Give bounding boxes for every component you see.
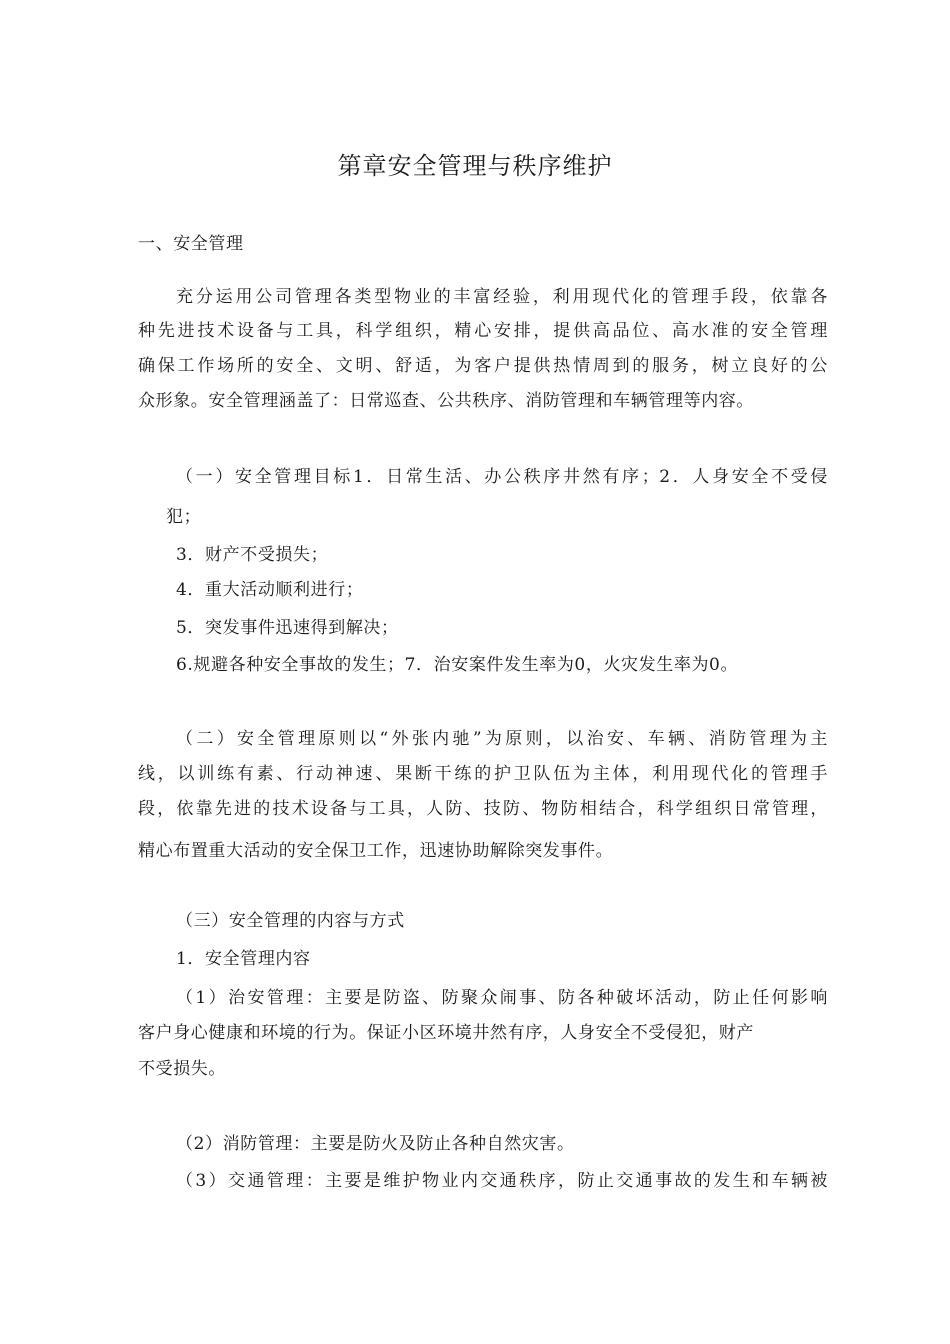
- goals-line-2: 犯；: [166, 507, 202, 527]
- content-subheading: 1．安全管理内容: [176, 949, 311, 969]
- principles-line-4: 精心布置重大活动的安全保卫工作，迅速协助解除突发事件。: [138, 841, 614, 861]
- intro-line-3: 确保工作场所的安全、文明、舒适，为客户提供热情周到的服务，树立良好的公: [138, 356, 828, 376]
- goals-line-1: （一）安全管理目标1．日常生活、办公秩序井然有序；2．人身安全不受侵: [176, 467, 828, 487]
- principles-line-1: （二）安全管理原则以“外张内驰”为原则，以治安、车辆、消防管理为主: [176, 729, 828, 749]
- goals-item-3: 3．财产不受损失；: [176, 545, 329, 565]
- goals-item-4: 4．重大活动顺利进行；: [176, 580, 364, 600]
- section-heading: 一、安全管理: [138, 234, 244, 254]
- principles-line-2: 线，以训练有素、行动神速、果断干练的护卫队伍为主体，利用现代化的管理手: [138, 764, 828, 784]
- fire-management: （2）消防管理：主要是防火及防止各种自然灾害。: [176, 1134, 575, 1154]
- public-security-line-1: （1）治安管理：主要是防盗、防聚众闹事、防各种破坏活动，防止任何影响: [176, 988, 828, 1008]
- traffic-management: （3）交通管理：主要是维护物业内交通秩序，防止交通事故的发生和车辆被: [176, 1171, 828, 1191]
- intro-line-4: 众形象。安全管理涵盖了：日常巡查、公共秩序、消防管理和车辆管理等内容。: [138, 391, 754, 411]
- principles-line-3: 段，依靠先进的技术设备与工具，人防、技防、物防相结合，科学组织日常管理，: [138, 799, 828, 819]
- intro-line-1: 充分运用公司管理各类型物业的丰富经验，利用现代化的管理手段，依靠各: [176, 287, 828, 307]
- intro-line-2: 种先进技术设备与工具，科学组织，精心安排，提供高品位、高水准的安全管理: [138, 321, 828, 341]
- content-heading: （三）安全管理的内容与方式: [176, 911, 405, 931]
- goals-item-5: 5．突发事件迅速得到解决；: [176, 618, 399, 638]
- document-title: 第章安全管理与秩序维护: [337, 152, 613, 180]
- public-security-line-3: 不受损失。: [138, 1059, 226, 1079]
- goals-item-6-7: 6.规避各种安全事故的发生；7．治安案件发生率为0，火灾发生率为0。: [176, 655, 739, 675]
- public-security-line-2: 客户身心健康和环境的行为。保证小区环境井然有序，人身安全不受侵犯，财产: [138, 1023, 754, 1043]
